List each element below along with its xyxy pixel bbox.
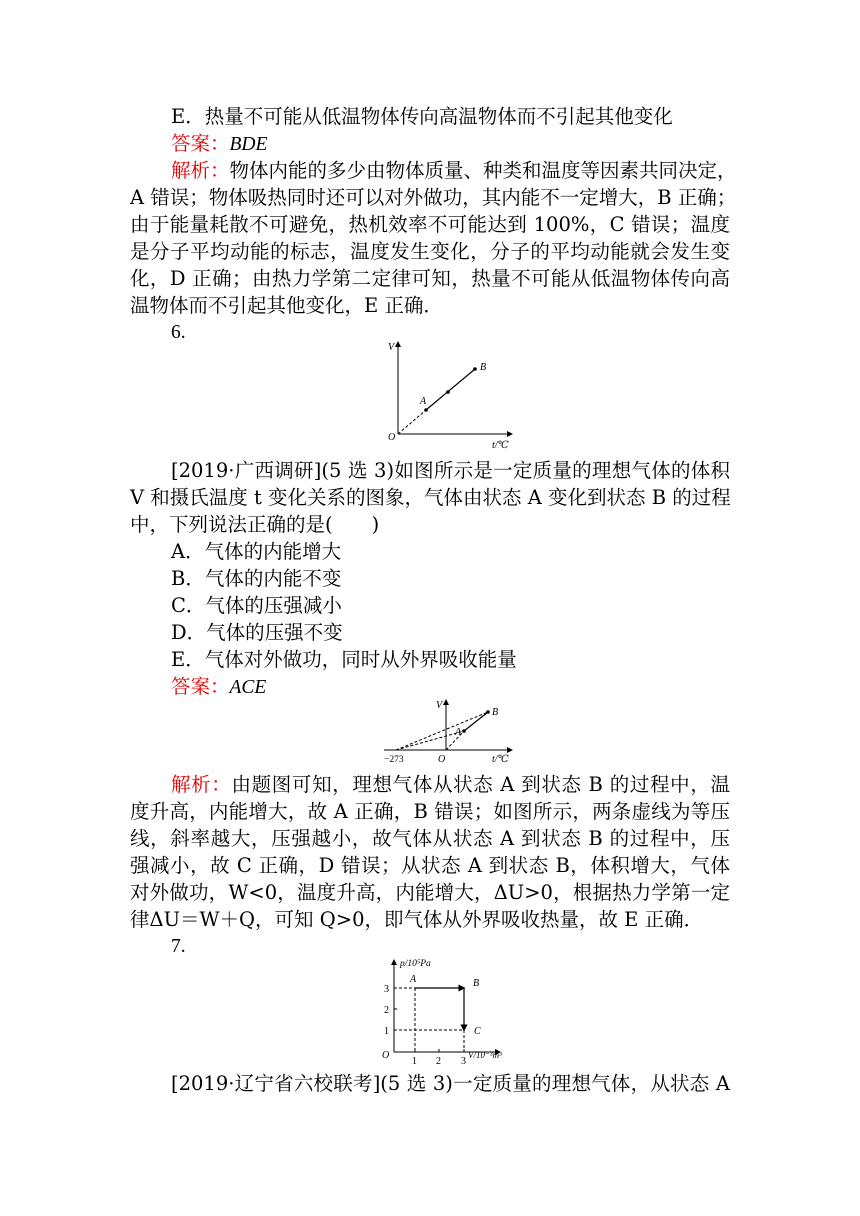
q6-figure-isobars-graph (380, 696, 520, 768)
q6-number: 6. (171, 322, 186, 343)
q5-analysis-line-3: 由于能量耗散不可避免，热机效率不可能达到 100%，C 错误；温度 (130, 213, 730, 236)
neg-273-label: −273 (384, 755, 404, 765)
q6-stem-line-2: V 和摄氏温度 t 变化关系的图象，气体由状态 A 变化到状态 B 的过程 (130, 486, 731, 509)
analysis-label: 解析： (171, 773, 232, 796)
q6-option-d: D．气体的压强不变 (171, 621, 343, 644)
q5-analysis-line-6: 温物体而不引起其他变化，E 正确． (130, 294, 443, 317)
process-line (464, 712, 488, 731)
origin-label: O (438, 754, 446, 765)
point-b-label: B (492, 707, 499, 718)
q6-analysis-line-6: 律ΔU＝W＋Q，可知 Q>0，即气体从外界吸收热量，故 E 正确． (130, 908, 704, 931)
point-b-label: B (480, 362, 487, 373)
q6-analysis-line-5: 对外做功，W<0，温度升高，内能增大，ΔU>0，根据热力学第一定 (130, 881, 730, 904)
answer-label: 答案： (171, 675, 230, 698)
point-b-dot (473, 367, 477, 371)
point-a-label: A (455, 727, 462, 738)
q6-option-c: C．气体的压强减小 (171, 594, 342, 617)
x-axis-label: V/10⁻³m³ (468, 1050, 502, 1060)
point-a-dot (424, 408, 428, 412)
x-axis-label: t/℃ (492, 440, 509, 451)
isobar-through-b (396, 712, 488, 750)
answer-value: ACE (229, 677, 267, 698)
point-a-label: A (420, 396, 427, 407)
q5-analysis-line-4: 是分子平均动能的标志，温度发生变化，分子的平均动能就会发生变 (130, 240, 730, 263)
point-b-dot (486, 710, 490, 714)
dashed-extension (398, 410, 426, 434)
q6-option-e: E．气体对外做功，同时从外界吸收能量 (171, 648, 517, 671)
q7-stem-line-1: [2019·辽宁省六校联考](5 选 3)一定质量的理想气体，从状态 A (171, 1072, 730, 1095)
x-axis-label: t/℃ (492, 754, 509, 765)
process-line (426, 369, 475, 410)
q5-analysis-line-2: A 错误；物体吸热同时还可以对外做功，其内能不一定增大，B 正确； (130, 186, 737, 209)
q6-figure-vt-graph (380, 336, 520, 454)
q6-analysis-line-3: 线，斜率越大，压强越小，故气体从状态 A 到状态 B 的过程中，压 (130, 827, 730, 850)
y-axis-label: V (436, 700, 443, 711)
point-b-label: B (473, 978, 480, 989)
isobar-through-a (396, 731, 464, 750)
answer-value: BDE (229, 134, 268, 155)
y-tick-3: 3 (384, 984, 389, 995)
x-tick-2: 2 (436, 1056, 441, 1067)
q7-figure-pv-graph (378, 952, 528, 1070)
q6-answer (171, 673, 266, 701)
q6-analysis-line-1: 解析：由题图可知，理想气体从状态 A 到状态 B 的过程中，温 (171, 773, 730, 796)
analysis-label: 解析： (171, 159, 230, 182)
point-a-label: A (410, 974, 417, 985)
y-tick-2: 2 (384, 1005, 389, 1016)
q6-stem-line-3: 中，下列说法正确的是( ) (130, 513, 380, 536)
y-axis-label: V (388, 342, 395, 353)
q6-option-a: A．气体的内能增大 (171, 540, 342, 563)
q6-analysis-line-2: 度升高，内能增大，故 A 正确，B 错误；如图所示，两条虚线为等压 (130, 800, 730, 823)
answer-label: 答案： (171, 132, 230, 155)
q6-analysis-line-4: 强减小，故 C 正确，D 错误；从状态 A 到状态 B，体积增大，气体 (130, 854, 730, 877)
q5-answer (171, 130, 267, 158)
point-a-dot (462, 729, 466, 733)
x-tick-1: 1 (412, 1056, 417, 1067)
origin-label: O (388, 432, 396, 443)
q7-number: 7. (171, 936, 186, 957)
q5-option-e: E．热量不可能从低温物体传向高温物体而不引起其他变化 (171, 105, 673, 128)
q6-stem-line-1: [2019·广西调研](5 选 3)如图所示是一定质量的理想气体的体积 (171, 459, 730, 482)
point-c-label: C (474, 1026, 481, 1037)
q6-option-b: B．气体的内能不变 (171, 567, 342, 590)
origin-label: O (382, 1050, 390, 1061)
q5-analysis-line-5: 化，D 正确；由热力学第二定律可知，热量不可能从低温物体传向高 (130, 267, 730, 290)
x-tick-3: 3 (461, 1056, 466, 1067)
y-tick-1: 1 (384, 1026, 389, 1037)
y-axis-label: p/10⁵Pa (400, 959, 431, 969)
mid-dot (446, 390, 450, 394)
q5-analysis-line-1: 解析：物体内能的多少由物体质量、种类和温度等因素共同决定， (171, 159, 737, 182)
